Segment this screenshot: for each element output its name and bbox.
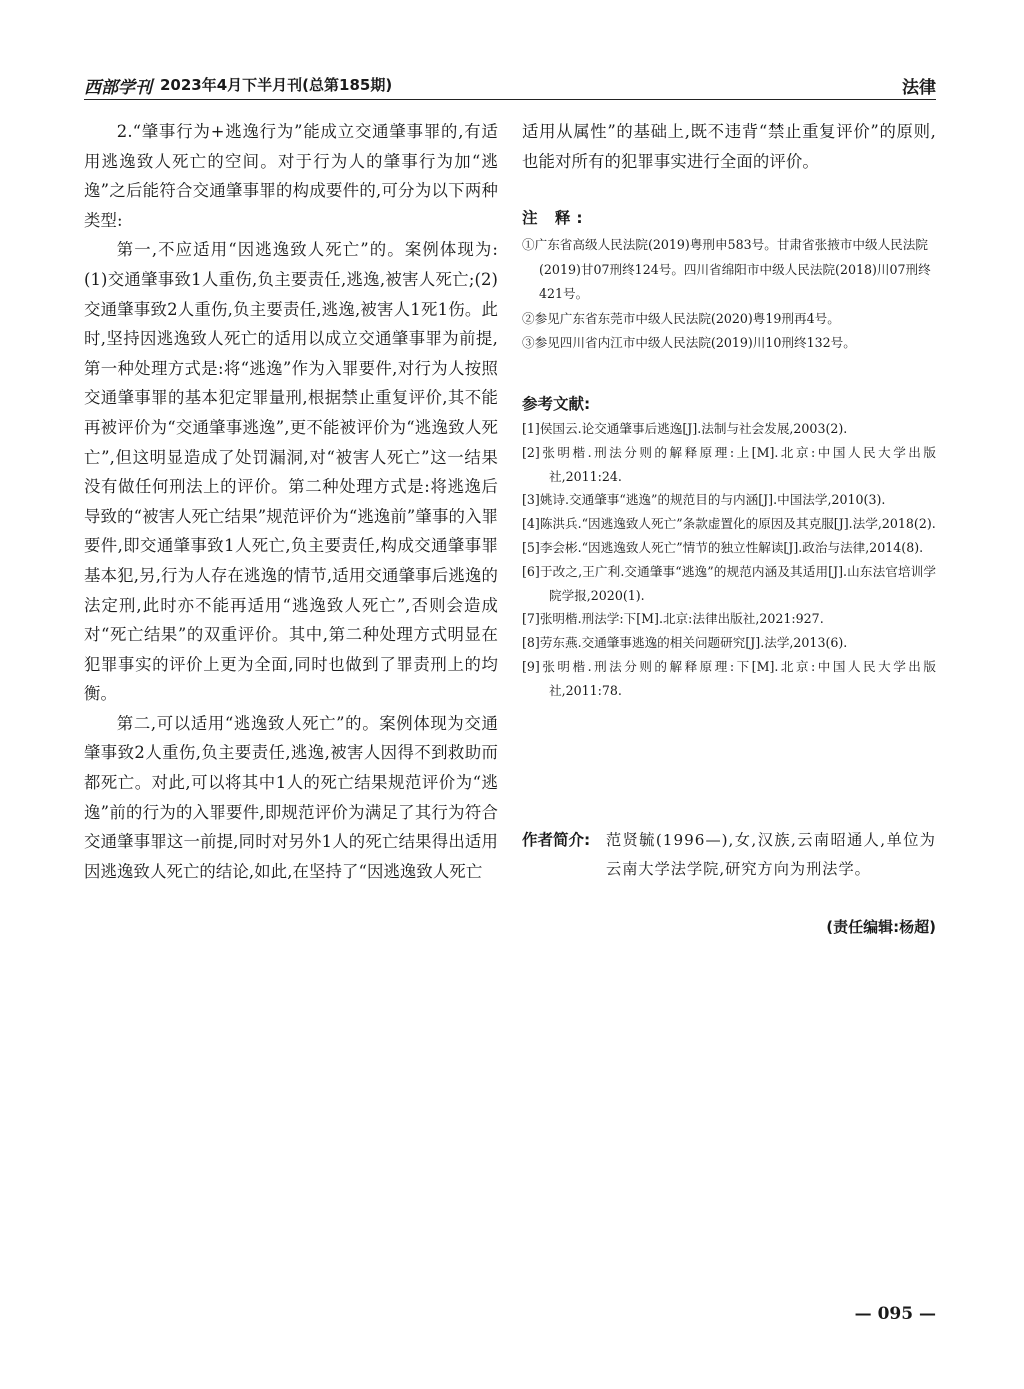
reference-item: [5]李会彬.“因逃逸致人死亡”情节的独立性解读[J].政治与法律,2014(8). [522,539,924,555]
reference-item: [6]于改之,王广利.交通肇事“逃逸”的规范内涵及其适用[J].山东法官培训学院学报,2020(1). [522,563,936,603]
author-text: 范贤毓(1996—),女,汉族,云南昭通人,单位为云南大学法学院,研究方向为刑法学。 [606,831,936,878]
note-item: ③参见四川省内江市中级人民法院(2019)川10刑终132号。 [522,335,856,351]
journal-logo: 西部学刊 [84,78,152,98]
notes-list [522,233,936,356]
reference-item: [8]劳东燕.交通肇事逃逸的相关问题研究[J].法学,2013(6). [522,635,848,651]
body-paragraph-continued: 适用从属性”的基础上,既不违背“禁止重复评价”的原则,也能对所有的犯罪事实进行全面的评价。 [522,122,936,171]
reference-item: [9]张明楷.刑法分则的解释原理:下[M].北京:中国人民大学出版社,2011:78. [522,658,936,698]
reference-item: [4]陈洪兵.“因逃逸致人死亡”条款虚置化的原因及其克服[J].法学,2018(2). [522,516,936,532]
issue-info: 2023年4月下半月刊(总第185期) [160,76,393,94]
right-column [522,117,936,176]
section-name: 法律 [902,78,936,98]
note-item: ①广东省高级人民法院(2019)粤刑申583号。甘肃省张掖市中级人民法院(2019)甘07刑终124号。四川省绵阳市中级人民法院(2018)川07刑终421号。 [522,237,931,302]
body-paragraph: 第一,不应适用“因逃逸致人死亡”的。案例体现为:(1)交通肇事致1人重伤,负主要责任,逃逸,被害人死亡;(2)交通肇事致2人重伤,负主要责任,逃逸,被害人1死1伤。此时,坚持因逃逸致人死亡的适用以成立交通肇事罪为前提,第一种处理方式是:将“逃逸”作为入罪要件,对行为人按照交通肇事罪的基本犯定罪量刑,根据禁止重复评价,其不能再被评价为“交通肇事逃逸”,更不能被评价为“逃逸致人死亡”,但这明显造成了处罚漏洞,对“被害人死亡”这一结果没有做任何刑法上的评价。第二种处理方式是:将逃逸后导致的“被害人死亡结果”规范评价为“逃逸前”肇事的入罪要件,即交通肇事致1人死亡,负主要责任,构成交通肇事罪基本犯,另,行为人存在逃逸的情节,适用交通肇事后逃逸的法定刑,此时亦不能再适用“逃逸致人死亡”,否则会造成对“死亡结果”的双重评价。其中,第二种处理方式明显在犯罪事实的评价上更为全面,同时也做到了罪责刑上的均衡。 [84,240,498,704]
notes-heading: 注 释: [522,209,589,227]
author-label: 作者简介: [522,831,591,849]
references-heading: 参考文献: [522,395,591,413]
header-rule [84,99,936,100]
reference-item: [1]侯国云.论交通肇事后逃逸[J].法制与社会发展,2003(2). [522,421,848,436]
body-paragraph: 2.“肇事行为+逃逸行为”能成立交通肇事罪的,有适用逃逸致人死亡的空间。对于行为人的肇事行为加“逃逸”之后能符合交通肇事罪的构成要件的,可分为以下两种类型: [84,122,498,230]
author-bio [522,826,936,884]
body-paragraph: 第二,可以适用“逃逸致人死亡”的。案例体现为交通肇事致2人重伤,负主要责任,逃逸,被害人因得不到救助而都死亡。对此,可以将其中1人的死亡结果规范评价为“逃逸”前的行为的入罪要件,即规范评价为满足了其行为符合交通肇事罪这一前提,同时对另外1人的死亡结果得出适用因逃逸致人死亡的结论,如此,在坚持了“因逃逸致人死亡 [84,713,498,881]
running-header [84,72,936,98]
note-item: ②参见广东省东莞市中级人民法院(2020)粤19刑再4号。 [522,310,840,326]
page-number: — 095 — [854,1304,936,1324]
references-list [522,417,936,703]
reference-item: [7]张明楷.刑法学:下[M].北京:法律出版社,2021:927. [522,611,824,627]
left-column [84,117,498,886]
reference-item: [2]张明楷.刑法分则的解释原理:上[M].北京:中国人民大学出版社,2011:24. [522,444,936,484]
reference-item: [3]姚诗.交通肇事“逃逸”的规范目的与内涵[J].中国法学,2010(3). [522,492,886,508]
editor-credit: (责任编辑:杨超) [826,918,936,936]
